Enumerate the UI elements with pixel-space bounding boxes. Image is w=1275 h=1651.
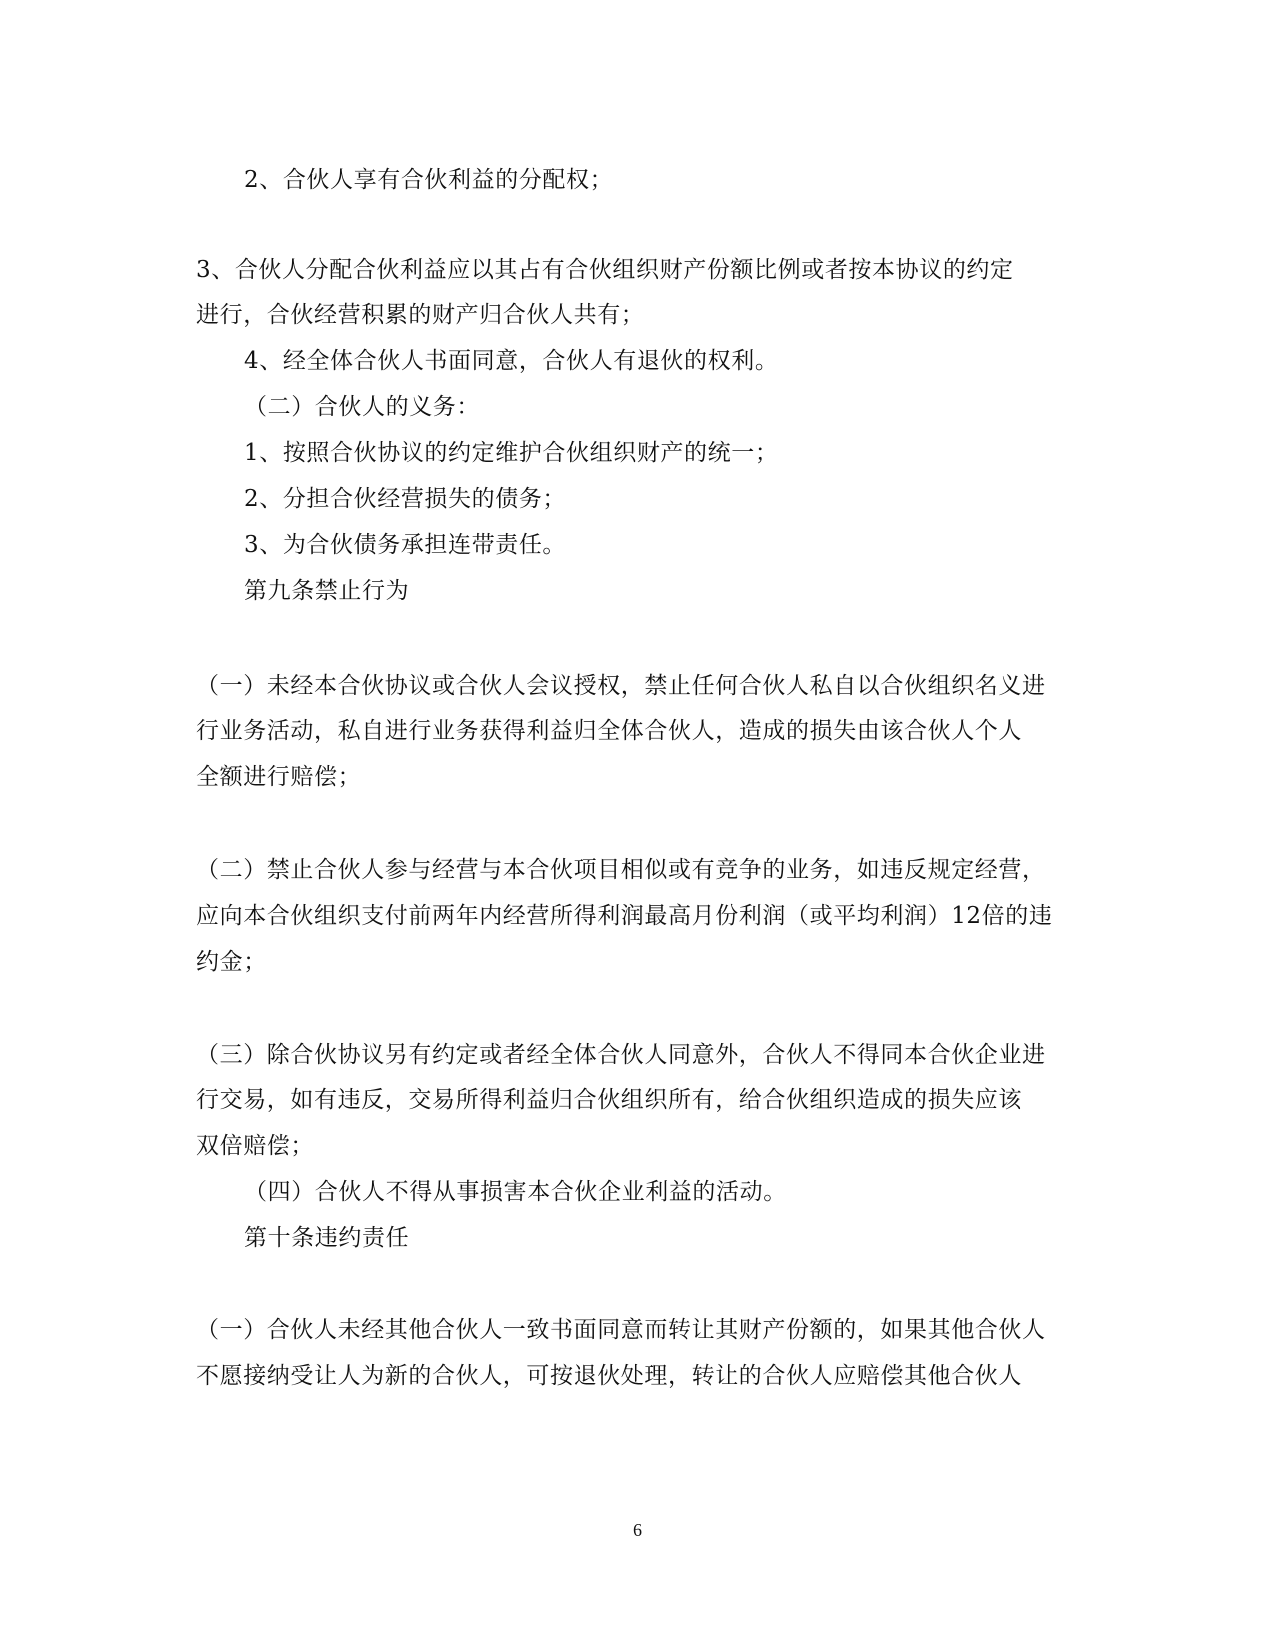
text-line: 2、合伙人享有合伙利益的分配权；: [244, 167, 614, 193]
text-line: 行交易，如有违反，交易所得利益归合伙组织所有，给合伙组织造成的损失应该: [196, 1087, 1022, 1113]
text-line: （一）未经本合伙协议或合伙人会议授权，禁止任何合伙人私自以合伙组织名义进: [196, 673, 1046, 699]
section-heading: 第九条禁止行为: [244, 578, 410, 604]
text-line: （四）合伙人不得从事损害本合伙企业利益的活动。: [244, 1179, 787, 1205]
text-line: 4、经全体合伙人书面同意，合伙人有退伙的权利。: [244, 348, 779, 374]
page-number: 6: [633, 1520, 642, 1540]
text-line: 应向本合伙组织支付前两年内经营所得利润最高月份利润（或平均利润）12倍的违: [196, 903, 1053, 929]
text-line: 不愿接纳受让人为新的合伙人，可按退伙处理，转让的合伙人应赔偿其他合伙人: [196, 1363, 1022, 1389]
text-line: （二）合伙人的义务：: [244, 394, 480, 420]
text-line: （二）禁止合伙人参与经营与本合伙项目相似或有竞争的业务，如违反规定经营，: [196, 857, 1046, 883]
text-line: 1、按照合伙协议的约定维护合伙组织财产的统一；: [244, 440, 779, 466]
text-line: 全额进行赔偿；: [196, 764, 362, 790]
text-line: 3、合伙人分配合伙利益应以其占有合伙组织财产份额比例或者按本协议的约定: [196, 257, 1014, 283]
text-line: 2、分担合伙经营损失的债务；: [244, 486, 567, 512]
text-line: 进行，合伙经营积累的财产归合伙人共有；: [196, 302, 645, 328]
text-line: （一）合伙人未经其他合伙人一致书面同意而转让其财产份额的，如果其他合伙人: [196, 1317, 1046, 1343]
text-line: 约金；: [196, 949, 267, 975]
section-heading: 第十条违约责任: [244, 1225, 410, 1251]
text-line: 双倍赔偿；: [196, 1133, 314, 1159]
text-line: 行业务活动，私自进行业务获得利益归全体合伙人，造成的损失由该合伙人个人: [196, 718, 1022, 744]
text-line: （三）除合伙协议另有约定或者经全体合伙人同意外，合伙人不得同本合伙企业进: [196, 1042, 1046, 1068]
text-line: 3、为合伙债务承担连带责任。: [244, 532, 567, 558]
